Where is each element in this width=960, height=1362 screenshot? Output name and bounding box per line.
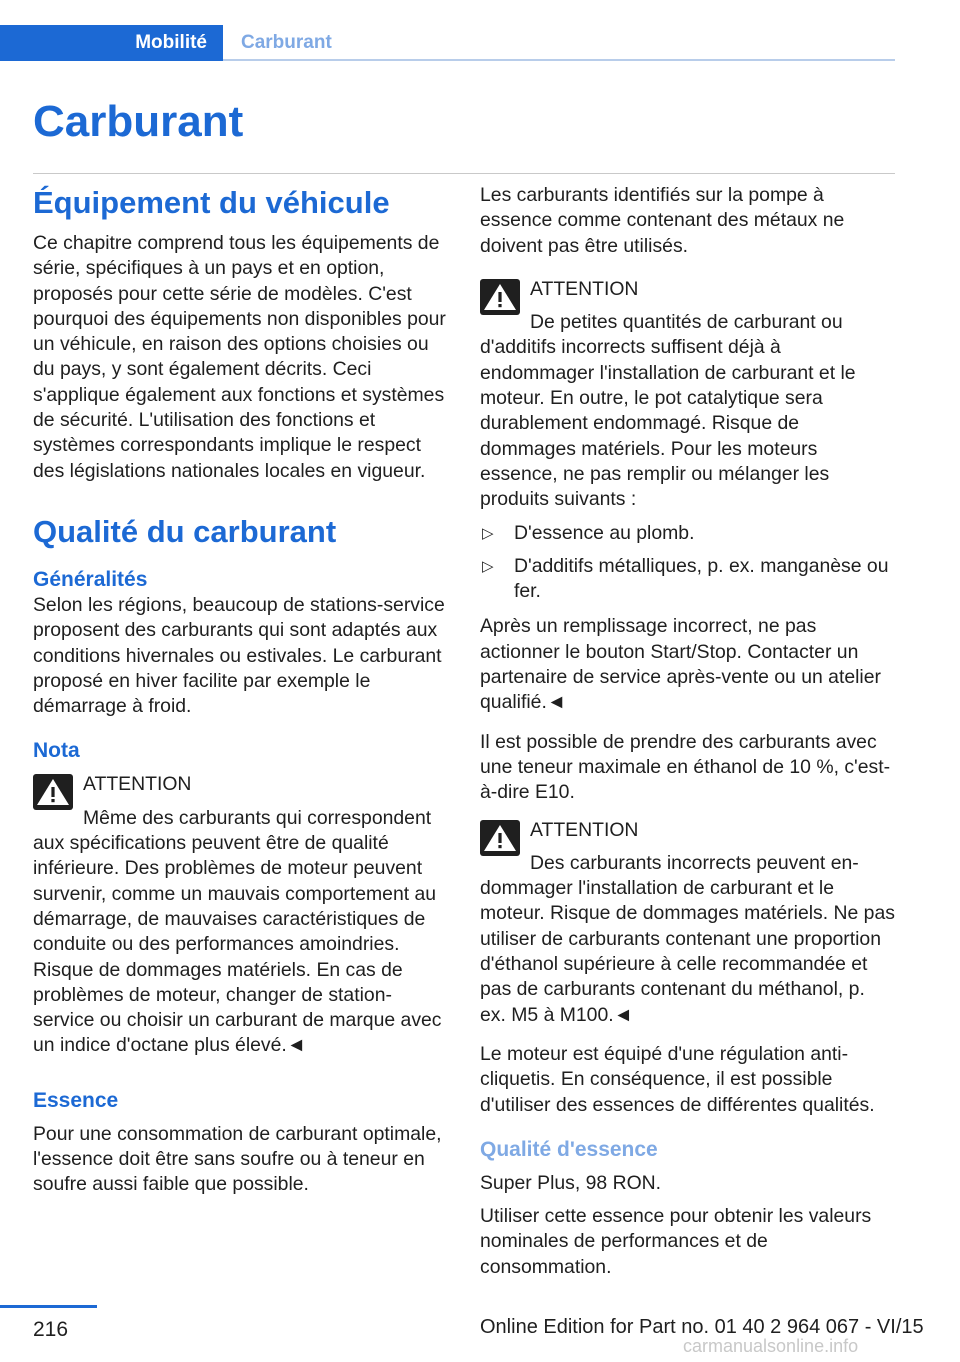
text-anticliquetis: Le moteur est équipé d'une régulation anti-cliquetis. En conséquence, il est possible d'utiliser des essences de différentes qualités.: [480, 1042, 875, 1116]
warning-additifs: [480, 277, 896, 513]
bullet-list: [480, 521, 896, 605]
warning-nota: [33, 772, 449, 1058]
tab-mobilite[interactable]: Mobilité: [0, 25, 223, 61]
left-column: [33, 183, 449, 1198]
warning-title: ATTENTION: [83, 773, 192, 796]
text-essence: Pour une consommation de carburant optimale, l'essence doit être sans soufre ou à teneur en soufre aussi faible que possible.: [33, 1122, 442, 1196]
page-number: 216: [33, 1318, 69, 1341]
page-title: Carburant: [33, 97, 244, 146]
tab-rule: [223, 59, 895, 61]
tab-carburant[interactable]: Carburant: [241, 32, 332, 53]
warning-title: ATTENTION: [530, 818, 639, 841]
heading-equipement: Équipement du véhicule: [33, 185, 390, 220]
list-item: ▷ D'essence au plomb.: [480, 521, 896, 546]
triangle-bullet-icon: ▷: [482, 557, 494, 575]
warning-triangle-icon: [480, 820, 520, 856]
heading-nota: Nota: [33, 739, 80, 763]
text-ethanol: Il est possible de prendre des carburants avec une teneur maximale en éthanol de 10 %, c'est-à-dire E10.: [480, 730, 891, 804]
text-generalites: Selon les régions, beaucoup de stations-service proposent des carburants qui sont adaptés aux conditions hivernales ou estivales. Le carburant proposé en hiver facilite par exemple le démarrage à froid.: [33, 593, 445, 718]
list-item: ▷ D'additifs métalliques, p. ex. manganèse ou fer.: [482, 554, 889, 603]
warning-text-first-line: De petites quantités de carburant ou: [530, 311, 843, 334]
warning-text-first-line: Même des carburants qui correspondent: [83, 806, 432, 829]
warning-text: d'additifs incorrects suffisent déjà à endommager l'installation de carburant et le moteur. En outre, le pot catalytique sera durablement endommagé. Risque de dommages matériels. Pour les moteurs essence, ne pas remplir ou mélanger les produits suivants :: [480, 336, 856, 511]
triangle-bullet-icon: ▷: [482, 524, 494, 542]
right-column: [480, 183, 896, 1280]
header-tabbar: [0, 25, 895, 61]
text-apres-remplissage: Après un remplissage incorrect, ne pas actionner le bouton Start/Stop. Contacter un partenaire de service après-vente ou un atelier qualifié.◄: [480, 615, 881, 714]
warning-title: ATTENTION: [530, 277, 639, 300]
title-divider: [33, 173, 895, 174]
warning-triangle-icon: [480, 279, 520, 315]
warning-text-first-line: Des carburants incorrects peuvent en-: [530, 851, 859, 874]
text-metaux: Les carburants identifiés sur la pompe à essence comme contenant des métaux ne doivent pas être utilisés.: [480, 184, 845, 257]
heading-essence: Essence: [33, 1088, 119, 1112]
footer-rule: [0, 1305, 97, 1308]
warning-text: aux spécifications peuvent être de qualité inférieure. Des problèmes de moteur peuvent survenir, comme un mauvais comportement au démarrage, de mauvaises caractéristiques de conduite ou des performances amoindries. Risque de dommages matériels. En cas de problèmes de moteur, changer de station-service ou choisir un carburant de marque avec un indice d'octane plus élevé.◄: [33, 832, 442, 1057]
warning-text: dommager l'installation de carburant et le moteur. Risque de dommages matériels. Ne pas utiliser de carburants contenant une proportion d'éthanol supérieure à celle recommandée et pas de carburants contenant du méthanol, p. ex. M5 à M100.◄: [480, 877, 895, 1026]
watermark: carmanualsonline.info: [683, 1336, 859, 1356]
heading-generalites: Généralités: [33, 567, 148, 591]
edition-text: Online Edition for Part no. 01 40 2 964 067 - VI/15: [480, 1316, 924, 1338]
text-equipement: Ce chapitre comprend tous les équipements de série, spécifiques à un pays et en option, proposés pour cette série de modèles. C'est pourquoi des équipements non disponibles pour un véhicule, en raison des options choisies ou du pays, y sont également décrits. Ceci s'applique également aux fonctions et systèmes de sécurité. L'utilisation des fonctions et systèmes correspondants implique le respect des législations nationales locales en vigueur.: [33, 232, 446, 482]
warning-triangle-icon: [33, 774, 73, 810]
text-super-plus: Super Plus, 98 RON.: [480, 1171, 662, 1194]
heading-qualite-carburant: Qualité du carburant: [33, 513, 337, 549]
warning-carburants: [480, 818, 896, 1028]
heading-qualite-essence: Qualité d'essence: [480, 1137, 658, 1161]
text-valeurs-nominales: Utiliser cette essence pour obtenir les valeurs nominales de performances et de consommation.: [480, 1205, 872, 1278]
